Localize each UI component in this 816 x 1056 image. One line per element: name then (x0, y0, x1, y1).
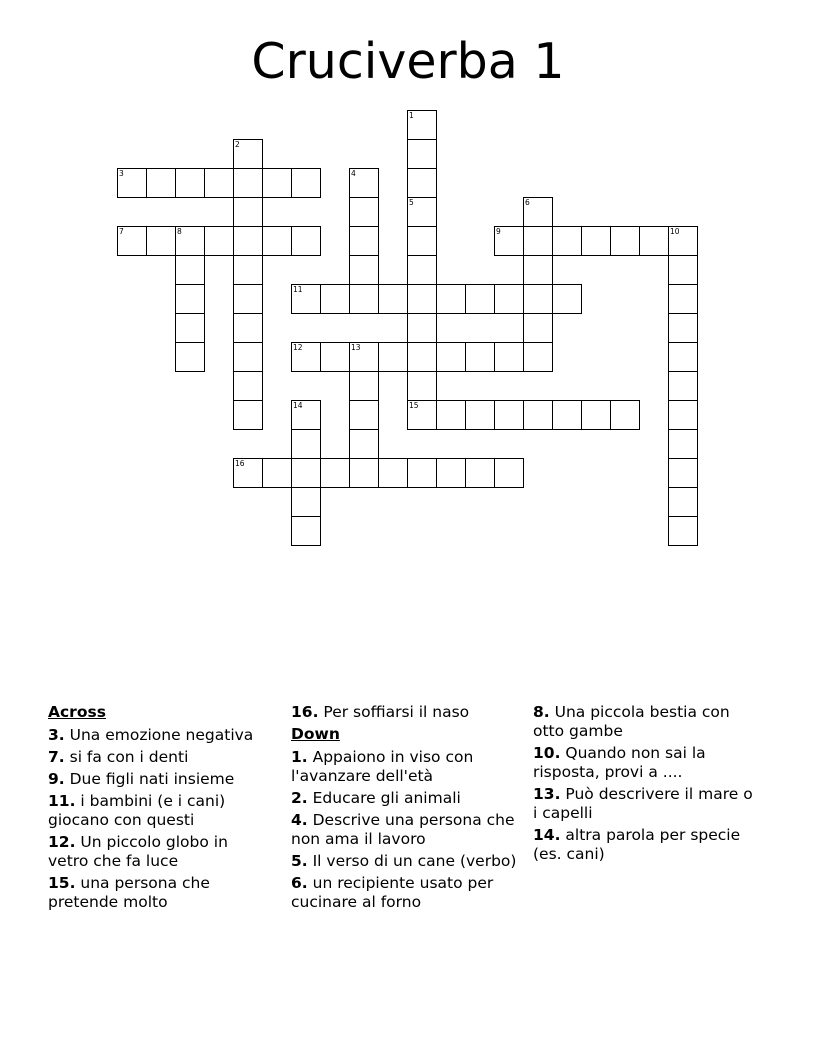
cell-number: 11 (293, 285, 303, 294)
grid-cell[interactable] (349, 458, 379, 488)
grid-cell[interactable] (349, 168, 379, 198)
grid-cell[interactable] (291, 226, 321, 256)
grid-cell[interactable] (233, 255, 263, 285)
grid-cell[interactable] (668, 458, 698, 488)
clue-across-12: 12. Un piccolo globo in vetro che fa luce (48, 833, 228, 870)
grid-cell[interactable] (349, 371, 379, 401)
down-heading: Down (291, 725, 340, 743)
cell-number: 13 (351, 343, 361, 352)
clue-down-8: 8. Una piccola bestia con otto gambe (533, 703, 730, 740)
cell-number: 2 (235, 140, 240, 149)
grid-cell[interactable] (291, 400, 321, 430)
grid-cell[interactable] (436, 400, 466, 430)
grid-cell[interactable] (233, 400, 263, 430)
grid-cell[interactable] (233, 168, 263, 198)
grid-cell[interactable] (494, 226, 524, 256)
grid-cell[interactable] (494, 284, 524, 314)
grid-cell[interactable] (233, 458, 263, 488)
grid-cell[interactable] (175, 168, 205, 198)
grid-cell[interactable] (668, 226, 698, 256)
grid-cell[interactable] (581, 400, 611, 430)
grid-cell[interactable] (407, 458, 437, 488)
grid-cell[interactable] (407, 342, 437, 372)
grid-cell[interactable] (465, 342, 495, 372)
grid-cell[interactable] (668, 313, 698, 343)
grid-cell[interactable] (407, 313, 437, 343)
grid-cell[interactable] (668, 371, 698, 401)
grid-cell[interactable] (349, 197, 379, 227)
grid-cell[interactable] (233, 342, 263, 372)
grid-cell[interactable] (407, 284, 437, 314)
grid-cell[interactable] (349, 226, 379, 256)
cell-number: 3 (119, 169, 124, 178)
grid-cell[interactable] (175, 284, 205, 314)
grid-cell[interactable] (407, 197, 437, 227)
clue-down-4: 4. Descrive una persona che non ama il lavoro (291, 811, 515, 848)
grid-cell[interactable] (291, 342, 321, 372)
clue-down-13: 13. Può descrivere il mare o i capelli (533, 785, 753, 822)
grid-cell[interactable] (233, 284, 263, 314)
grid-cell[interactable] (610, 400, 640, 430)
clue-down-1: 1. Appaiono in viso con l'avanzare dell'età (291, 748, 474, 785)
grid-cell[interactable] (117, 226, 147, 256)
cell-number: 5 (409, 198, 414, 207)
grid-cell[interactable] (407, 226, 437, 256)
grid-cell[interactable] (523, 400, 553, 430)
cell-number: 15 (409, 401, 419, 410)
clue-across-11: 11. i bambini (e i cani) giocano con questi (48, 792, 226, 829)
grid-cell[interactable] (233, 313, 263, 343)
grid-cell[interactable] (320, 458, 350, 488)
grid-cell[interactable] (668, 255, 698, 285)
clues-column-2 (291, 703, 521, 915)
cell-number: 4 (351, 169, 356, 178)
clue-across-16: 16. Per soffiarsi il naso (291, 703, 470, 721)
grid-cell[interactable] (668, 342, 698, 372)
clue-across-15: 15. una persona che pretende molto (48, 874, 210, 911)
grid-cell[interactable] (378, 458, 408, 488)
cell-number: 6 (525, 198, 530, 207)
cell-number: 10 (670, 227, 680, 236)
grid-cell[interactable] (146, 168, 176, 198)
grid-cell[interactable] (204, 226, 234, 256)
grid-cell[interactable] (291, 458, 321, 488)
grid-cell[interactable] (552, 400, 582, 430)
grid-cell[interactable] (407, 255, 437, 285)
grid-cell[interactable] (407, 110, 437, 140)
grid-cell[interactable] (407, 371, 437, 401)
grid-cell[interactable] (233, 226, 263, 256)
grid-cell[interactable] (436, 284, 466, 314)
grid-cell[interactable] (349, 284, 379, 314)
grid-cell[interactable] (233, 139, 263, 169)
grid-cell[interactable] (494, 342, 524, 372)
grid-cell[interactable] (175, 313, 205, 343)
grid-cell[interactable] (523, 197, 553, 227)
grid-cell[interactable] (668, 284, 698, 314)
cell-number: 7 (119, 227, 124, 236)
clue-down-6: 6. un recipiente usato per cucinare al forno (291, 874, 494, 911)
grid-cell[interactable] (291, 284, 321, 314)
grid-cell[interactable] (378, 284, 408, 314)
grid-cell[interactable] (175, 255, 205, 285)
grid-cell[interactable] (523, 255, 553, 285)
grid-cell[interactable] (436, 458, 466, 488)
page-title: Cruciverba 1 (251, 33, 565, 90)
grid-cell[interactable] (262, 458, 292, 488)
grid-cell[interactable] (175, 342, 205, 372)
grid-cell[interactable] (349, 429, 379, 459)
grid-cell[interactable] (291, 168, 321, 198)
grid-cell[interactable] (320, 342, 350, 372)
grid-cell[interactable] (175, 226, 205, 256)
clue-down-2: 2. Educare gli animali (291, 789, 461, 807)
cell-number: 16 (235, 459, 245, 468)
grid-cell[interactable] (465, 284, 495, 314)
clues-column-3 (533, 703, 758, 867)
grid-cell[interactable] (291, 516, 321, 546)
cell-number: 12 (293, 343, 303, 352)
grid-cell[interactable] (378, 342, 408, 372)
clue-down-10: 10. Quando non sai la risposta, provi a .... (533, 744, 706, 781)
grid-cell[interactable] (552, 284, 582, 314)
grid-cell[interactable] (639, 226, 669, 256)
cell-number: 8 (177, 227, 182, 236)
grid-cell[interactable] (349, 400, 379, 430)
clue-across-3: 3. Una emozione negativa (48, 726, 254, 744)
grid-cell[interactable] (291, 487, 321, 517)
grid-cell[interactable] (320, 284, 350, 314)
cell-number: 9 (496, 227, 501, 236)
clue-across-9: 9. Due figli nati insieme (48, 770, 235, 788)
grid-cell[interactable] (407, 168, 437, 198)
clue-down-14: 14. altra parola per specie (es. cani) (533, 826, 741, 863)
grid-cell[interactable] (407, 400, 437, 430)
grid-cell[interactable] (668, 487, 698, 517)
grid-cell[interactable] (262, 168, 292, 198)
cell-number: 1 (409, 111, 414, 120)
grid-cell[interactable] (233, 371, 263, 401)
grid-cell[interactable] (552, 226, 582, 256)
clue-across-7: 7. si fa con i denti (48, 748, 189, 766)
grid-cell[interactable] (494, 400, 524, 430)
grid-cell[interactable] (523, 342, 553, 372)
grid-cell[interactable] (668, 400, 698, 430)
grid-cell[interactable] (465, 400, 495, 430)
grid-cell[interactable] (146, 226, 176, 256)
grid-cell[interactable] (668, 516, 698, 546)
grid-cell[interactable] (349, 255, 379, 285)
grid-cell[interactable] (523, 313, 553, 343)
clues-column-1 (48, 703, 270, 915)
grid-cell[interactable] (291, 429, 321, 459)
grid-cell[interactable] (494, 458, 524, 488)
grid-cell[interactable] (436, 342, 466, 372)
grid-cell[interactable] (262, 226, 292, 256)
grid-cell[interactable] (523, 226, 553, 256)
grid-cell[interactable] (668, 429, 698, 459)
grid-cell[interactable] (117, 168, 147, 198)
grid-cell[interactable] (610, 226, 640, 256)
clue-down-5: 5. Il verso di un cane (verbo) (291, 852, 517, 870)
grid-cell[interactable] (349, 342, 379, 372)
grid-cell[interactable] (233, 197, 263, 227)
grid-cell[interactable] (465, 458, 495, 488)
grid-cell[interactable] (204, 168, 234, 198)
across-heading: Across (48, 703, 106, 721)
cell-number: 14 (293, 401, 303, 410)
grid-cell[interactable] (523, 284, 553, 314)
grid-cell[interactable] (581, 226, 611, 256)
grid-cell[interactable] (407, 139, 437, 169)
